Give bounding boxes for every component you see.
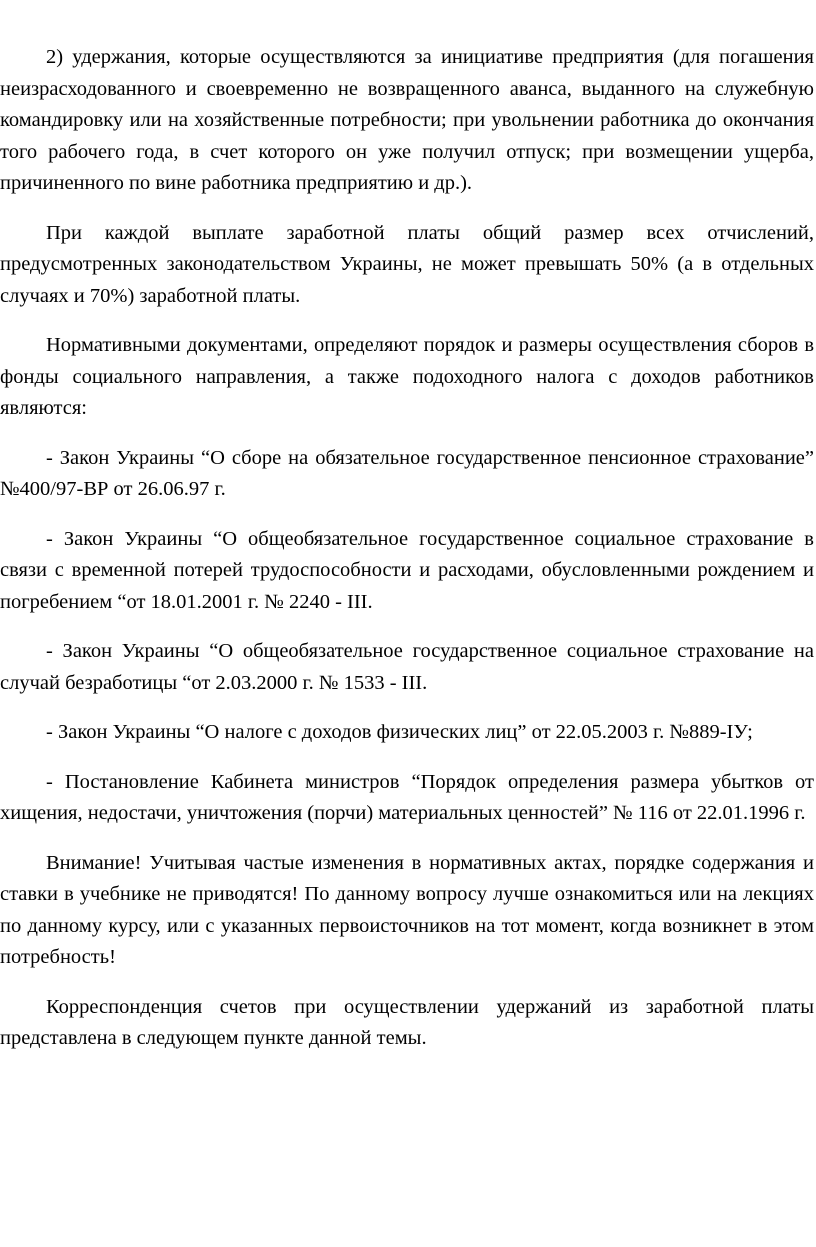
list-item-income-tax-law: - Закон Украины “О налоге с доходов физических лиц” от 22.05.2003 г. №889-IУ;	[46, 721, 753, 743]
paragraph-attention-notice: Внимание! Учитывая частые изменения в нормативных актах, порядке содержания и ставки в учебнике не приводятся! По данному вопросу лучше ознакомиться или на лекциях по данному курсу, или с указанных первоисточников на тот момент, когда возникнет в этом потребность!	[0, 851, 814, 968]
paragraph-deduction-limit: При каждой выплате заработной платы общий размер всех отчислений, предусмотренных законодательством Украины, не может превышать 50% (а в отдельных случаях и 70%) заработной платы.	[0, 221, 814, 307]
list-item-pension-law: - Закон Украины “О сборе на обязательное государственное пенсионное страхование” №400/97-ВР от 26.06.97 г.	[0, 446, 814, 500]
paragraph-normative-documents: Нормативными документами, определяют порядок и размеры осуществления сборов в фонды социального направления, а также подоходного налога с доходов работников являются:	[0, 334, 814, 419]
paragraph-account-correspondence: Корреспонденция счетов при осуществлении удержаний из заработной платы представлена в следующем пункте данной темы.	[0, 995, 814, 1049]
list-item-unemployment-insurance-law: - Закон Украины “О общеобязательное государственное социальное страхование на случай безработицы “от 2.03.2000 г. № 1533 - III.	[0, 640, 814, 694]
list-item-disability-insurance-law: - Закон Украины “О общеобязательное государственное социальное страхование в связи с временной потерей трудоспособности и расходами, обусловленными рождением и погребением “от 18.01.2001 г. № 2240 - III.	[0, 527, 814, 613]
list-item-cabinet-resolution: - Постановление Кабинета министров “Порядок определения размера убытков от хищения, недостачи, уничтожения (порчи) материальных ценностей” № 116 от 22.01.1996 г.	[0, 770, 814, 824]
paragraph-deductions-initiative: 2) удержания, которые осуществляются за инициативе предприятия (для погашения неизрасходованного и своевременно не возвращенного аванса, выданного на служебную командировку или на хозяйственные потребности; при увольнении работника до окончания того рабочего года, в счет которого он уже получил отпуск; при возмещении ущерба, причиненного по вине работника предприятию и др.).	[0, 46, 814, 194]
